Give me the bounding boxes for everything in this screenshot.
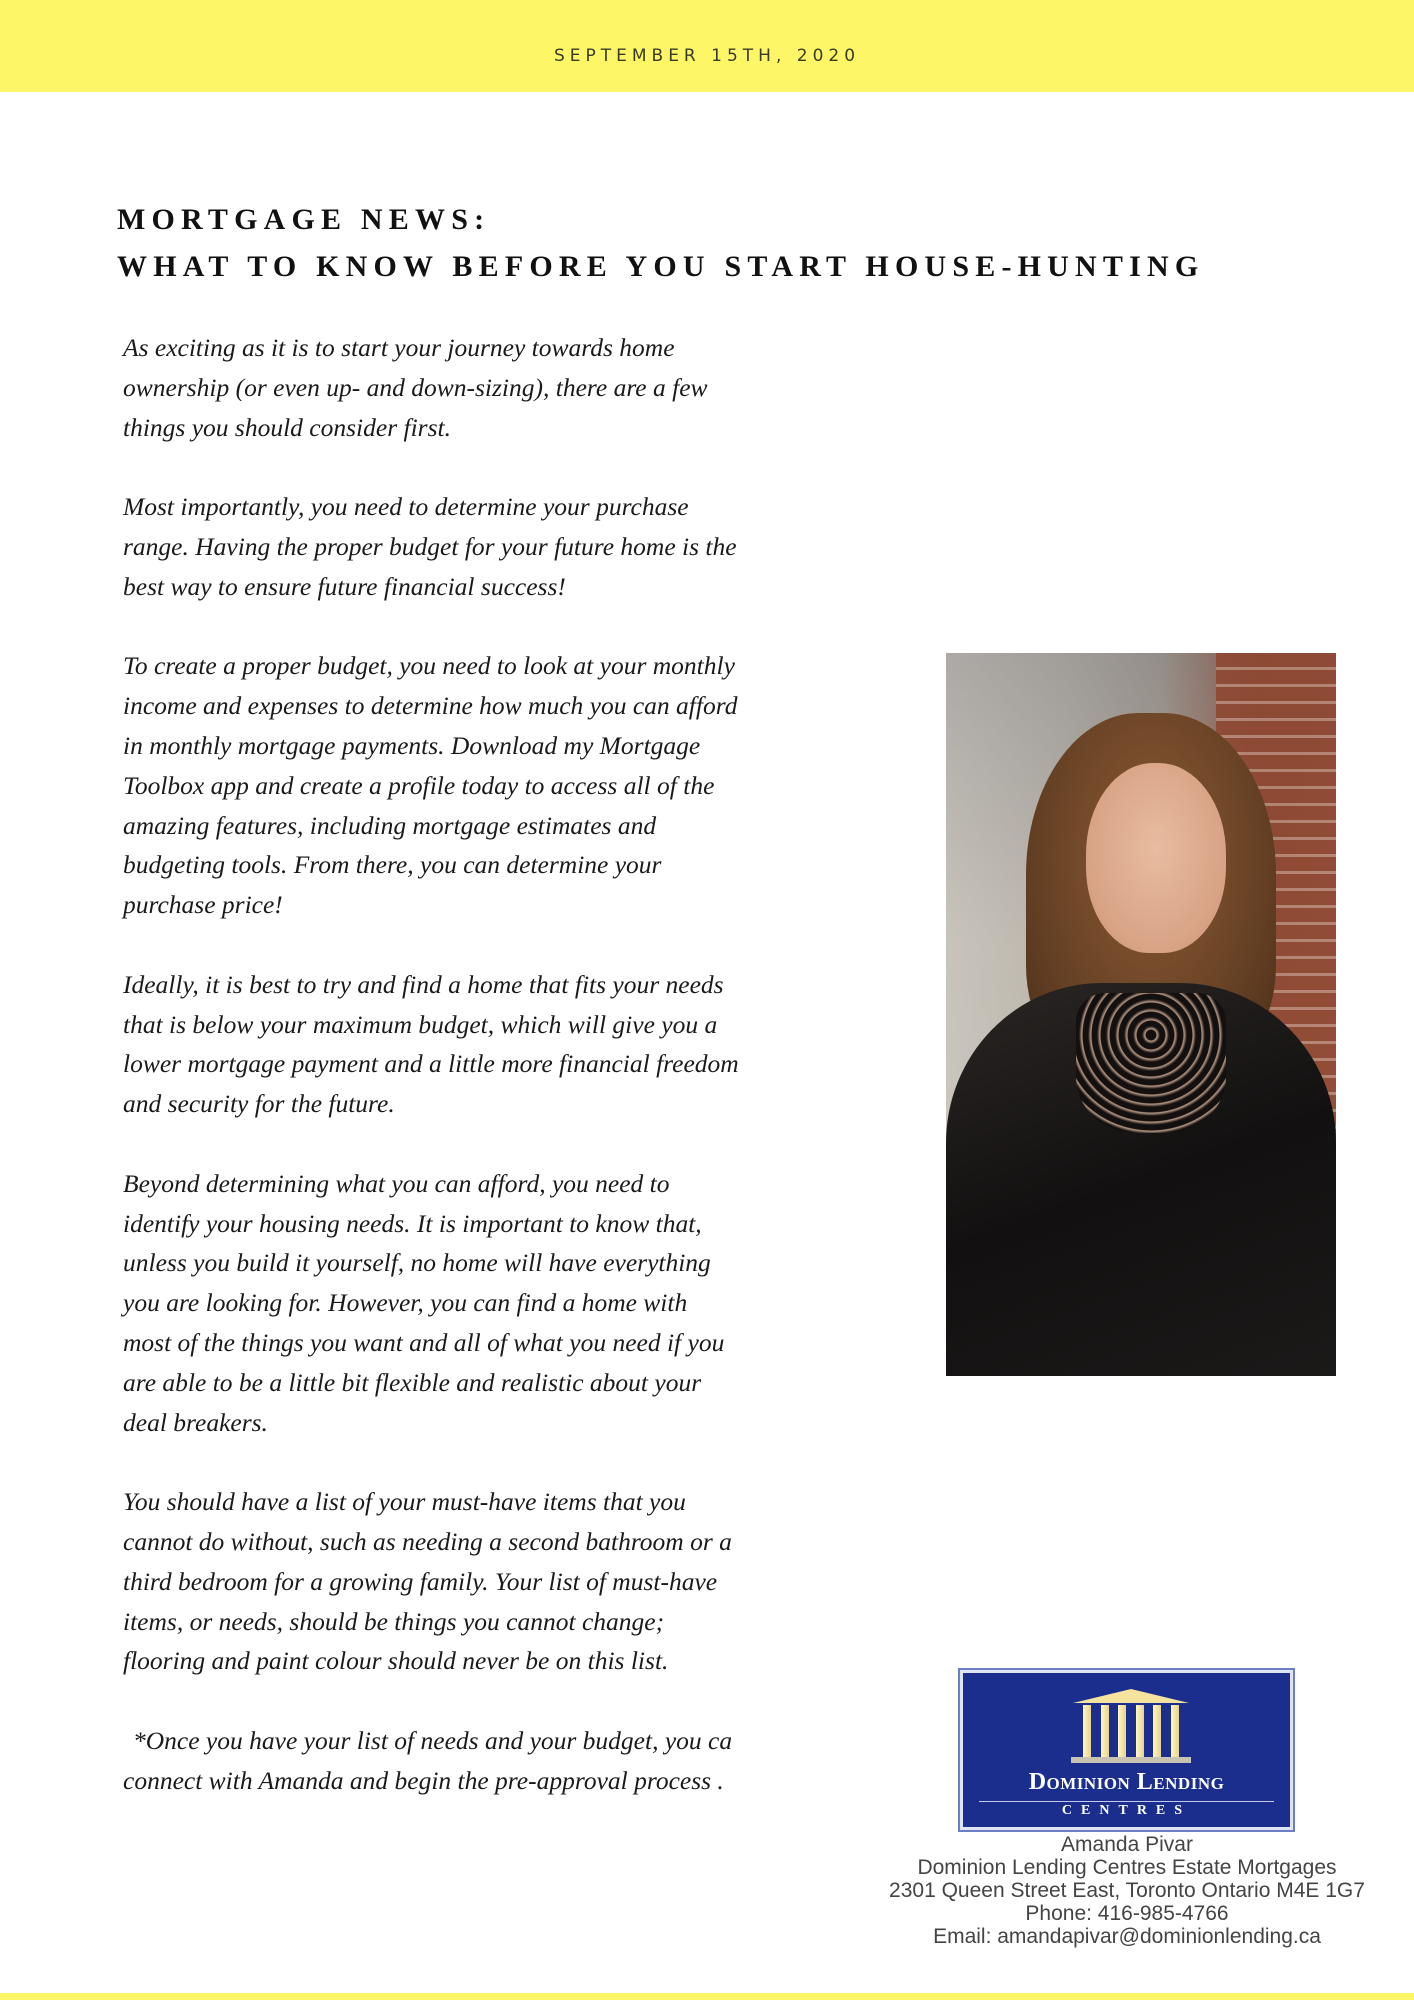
logo-column (1171, 1705, 1179, 1757)
text-line: best way to ensure future financial success! (123, 571, 566, 601)
text-line: Most importantly, you need to determine your purchase (123, 492, 689, 522)
text-line: Ideally, it is best to try and find a home that fits your needs (123, 969, 724, 999)
text-line: are able to be a little bit flexible and realistic about your (123, 1367, 702, 1397)
text-line: As exciting as it is to start your journey towards home (123, 333, 675, 362)
photo-lace-top (1076, 993, 1226, 1133)
article-body (123, 328, 863, 1840)
contact-address: 2301 Queen Street East, Toronto Ontario M4E 1G7 (889, 1879, 1365, 1902)
contact-company: Dominion Lending Centres Estate Mortgages (917, 1856, 1337, 1879)
text-line: connect with Amanda and begin the pre-approval process . (123, 1765, 724, 1795)
paragraph-must-haves (123, 1482, 863, 1681)
text-line: items, or needs, should be things you cannot change; (123, 1606, 665, 1636)
text-line: *Once you have your list of needs and your budget, you ca (133, 1725, 733, 1755)
logo-column (1101, 1705, 1109, 1757)
logo-brand-name: Dominion Lending (1028, 1769, 1225, 1795)
text-line: You should have a list of your must-have items that you (123, 1487, 686, 1517)
text-line: third bedroom for a growing family. Your list of must-have (123, 1566, 718, 1596)
logo-divider (979, 1801, 1274, 1802)
text-line: you are looking for. However, you can find a home with (123, 1288, 688, 1318)
logo-base (1071, 1757, 1191, 1763)
paragraph-purchase-range (123, 487, 863, 606)
logo-columns (1083, 1705, 1179, 1757)
photo-face (1086, 763, 1226, 953)
article-title (117, 196, 1204, 290)
text-line: income and expenses to determine how much you can afford (123, 691, 738, 721)
text-line: range. Having the proper budget for your future home is the (123, 531, 737, 561)
text-line: cannot do without, such as needing a second bathroom or a (123, 1526, 732, 1556)
logo-column (1118, 1705, 1126, 1757)
logo-column (1153, 1705, 1161, 1757)
issue-date: SEPTEMBER 15TH, 2020 (553, 46, 861, 66)
text-line: and security for the future. (123, 1089, 395, 1119)
text-line: amazing features, including mortgage estimates and (123, 810, 657, 840)
paragraph-housing-needs (123, 1164, 863, 1443)
dominion-lending-logo (960, 1670, 1293, 1830)
footer-band (0, 1993, 1414, 2000)
text-line: Beyond determining what you can afford, you need to (123, 1168, 670, 1198)
contact-phone[interactable]: Phone: 416-985-4766 (1025, 1902, 1229, 1925)
text-line: budgeting tools. From there, you can determine your (123, 850, 662, 880)
text-line: flooring and paint colour should never be on this list. (123, 1646, 669, 1676)
text-line: ownership (or even up- and down-sizing), there are a few (123, 372, 708, 402)
text-line: unless you build it yourself, no home will have everything (123, 1248, 711, 1278)
contact-name: Amanda Pivar (1061, 1833, 1193, 1856)
paragraph-intro (123, 328, 863, 447)
paragraph-budget (123, 646, 863, 925)
text-line: deal breakers. (123, 1407, 268, 1437)
logo-column (1136, 1705, 1144, 1757)
header-band (0, 0, 1414, 92)
agent-portrait-photo (946, 653, 1336, 1376)
text-line: lower mortgage payment and a little more financial freedom (123, 1049, 739, 1079)
logo-subtitle: CENTRES (1061, 1803, 1192, 1818)
contact-email[interactable]: Email: amandapivar@dominionlending.ca (933, 1925, 1321, 1948)
text-line: identify your housing needs. It is important to know that, (123, 1208, 702, 1238)
text-line: To create a proper budget, you need to look at your monthly (123, 651, 735, 681)
text-line: purchase price! (123, 890, 283, 920)
text-line: most of the things you want and all of what you need if you (123, 1327, 725, 1357)
title-line-1: MORTGAGE NEWS: (117, 203, 491, 236)
call-to-action-note (123, 1721, 863, 1801)
title-line-2: WHAT TO KNOW BEFORE YOU START HOUSE-HUNTING (117, 250, 1205, 283)
text-line: things you should consider first. (123, 412, 451, 442)
text-line: that is below your maximum budget, which will give you a (123, 1009, 718, 1039)
text-line: Toolbox app and create a profile today to access all of the (123, 770, 715, 800)
paragraph-below-max (123, 965, 863, 1124)
contact-block (840, 1833, 1414, 1948)
logo-pediment (1073, 1689, 1189, 1703)
logo-column (1083, 1705, 1091, 1757)
text-line: in monthly mortgage payments. Download my Mortgage (123, 730, 701, 760)
